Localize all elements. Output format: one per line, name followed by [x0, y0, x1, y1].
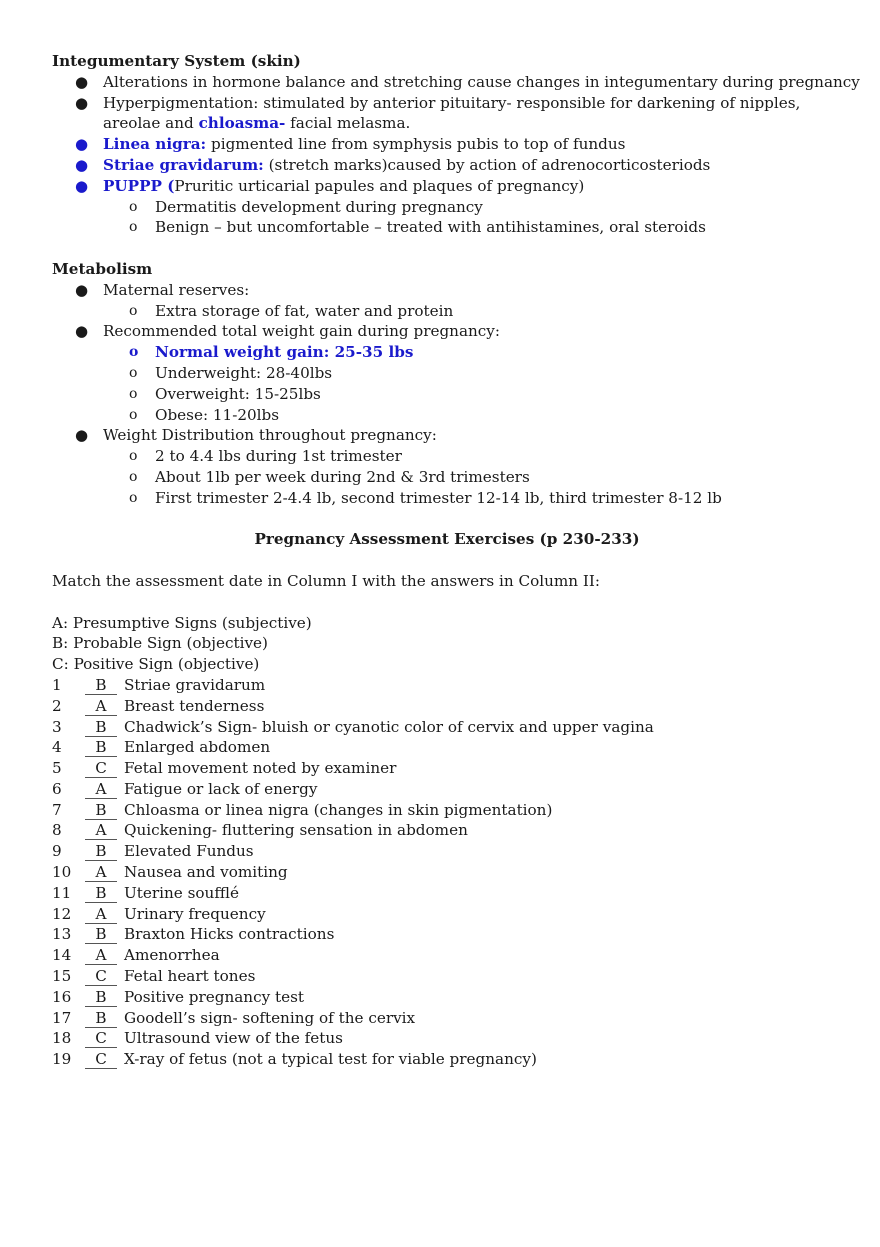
bullet-text: Weight Distribution throughout pregnancy: [103, 426, 437, 445]
row-text: Breast tenderness [124, 696, 265, 715]
row-text: Uterine soufflé [124, 883, 239, 902]
row-number: 9 [52, 842, 62, 861]
match-row [52, 883, 842, 904]
match-row [52, 1008, 842, 1029]
row-number: 19 [52, 1050, 72, 1069]
striae-term: Striae gravidarum: [103, 155, 264, 174]
sub-bullet-icon: o [129, 344, 139, 361]
row-number: 17 [52, 1008, 72, 1027]
sub-bullet-icon: o [129, 468, 138, 485]
match-row [52, 800, 842, 821]
metabolism-sub [52, 384, 842, 405]
metabolism-sub [52, 405, 842, 426]
answer-blank[interactable]: C [85, 758, 117, 778]
row-text: Enlarged abdomen [124, 738, 271, 757]
sub-bullet-text: Extra storage of fat, water and protein [155, 301, 454, 320]
integumentary-bullet-5 [52, 176, 842, 197]
bullet-text: Recommended total weight gain during pregnancy: [103, 322, 500, 341]
match-row [52, 696, 842, 717]
row-number: 2 [52, 696, 62, 715]
sub-bullet-text: Benign – but uncomfortable – treated with antihistamines, oral steroids [155, 218, 706, 237]
key-b: B: Probable Sign (objective) [52, 634, 268, 653]
row-number: 3 [52, 717, 62, 736]
row-text: Elevated Fundus [124, 842, 254, 861]
row-text: Amenorrhea [124, 946, 220, 965]
match-row [52, 924, 842, 945]
row-text: Urinary frequency [124, 904, 266, 923]
match-row [52, 841, 842, 862]
document-page [52, 51, 860, 1070]
sub-bullet-icon: o [129, 489, 138, 506]
metabolism-sub [52, 488, 842, 509]
bullet-icon: ● [75, 322, 89, 341]
metabolism-heading: Metabolism [52, 259, 153, 278]
match-row [52, 758, 842, 779]
answer-blank[interactable]: B [85, 717, 117, 737]
answer-blank[interactable]: B [85, 675, 117, 695]
row-number: 18 [52, 1029, 72, 1048]
match-row [52, 1028, 842, 1049]
sub-bullet-icon: o [129, 302, 138, 319]
bullet-icon: ● [75, 280, 89, 299]
answer-blank[interactable]: A [85, 904, 117, 924]
normal-weight-gain: Normal weight gain: 25-35 lbs [155, 343, 414, 362]
sub-bullet-text: Underweight: 28-40lbs [155, 363, 333, 382]
row-number: 7 [52, 800, 62, 819]
bullet-text: pigmented line from symphysis pubis to top of fundus [206, 135, 626, 154]
metabolism-sub [52, 467, 842, 488]
chloasma-term: chloasma- [198, 114, 286, 133]
answer-blank[interactable]: A [85, 945, 117, 965]
integumentary-bullet-4 [52, 155, 842, 176]
bullet-icon: ● [75, 155, 89, 174]
row-text: Fatigue or lack of energy [124, 779, 318, 798]
bullet-text: Hyperpigmentation: stimulated by anterior pituitary- responsible for darkening of nipples, [103, 93, 801, 112]
row-text: Quickening- fluttering sensation in abdomen [124, 821, 468, 840]
key-a: A: Presumptive Signs (subjective) [52, 613, 312, 632]
row-text: X-ray of fetus (not a typical test for viable pregnancy) [124, 1050, 537, 1069]
integumentary-sub-1 [52, 197, 842, 218]
row-number: 16 [52, 987, 72, 1006]
puppp-term: PUPPP ( [103, 176, 175, 195]
answer-blank[interactable]: B [85, 924, 117, 944]
bullet-icon: ● [75, 426, 89, 445]
match-row [52, 820, 842, 841]
sub-bullet-text: First trimester 2-4.4 lb, second trimester 12-14 lb, third trimester 8-12 lb [155, 488, 722, 507]
bullet-text: Alterations in hormone balance and stretching cause changes in integumentary during pregnancy [103, 72, 860, 91]
bullet-text: Pruritic urticarial papules and plaques of pregnancy) [174, 176, 585, 195]
match-row [52, 966, 842, 987]
match-row [52, 737, 842, 758]
row-number: 1 [52, 675, 62, 694]
match-row [52, 675, 842, 696]
bullet-icon: ● [75, 72, 89, 91]
row-text: Chloasma or linea nigra (changes in skin pigmentation) [124, 800, 553, 819]
sub-bullet-text: 2 to 4.4 lbs during 1st trimester [155, 447, 402, 466]
bullet-icon: ● [75, 135, 89, 154]
row-number: 15 [52, 967, 72, 986]
metabolism-sub [52, 446, 842, 467]
row-number: 12 [52, 904, 72, 923]
integumentary-bullet-3 [52, 134, 842, 155]
row-number: 13 [52, 925, 72, 944]
answer-blank[interactable]: C [85, 1049, 117, 1069]
sub-bullet-text: Overweight: 15-25lbs [155, 384, 321, 403]
match-row [52, 904, 842, 925]
match-row [52, 987, 842, 1008]
match-row [52, 1049, 842, 1070]
linea-nigra-term: Linea nigra: [103, 135, 207, 154]
row-text: Ultrasound view of the fetus [124, 1029, 343, 1048]
row-number: 8 [52, 821, 62, 840]
answer-blank[interactable]: A [85, 862, 117, 882]
row-text: Fetal heart tones [124, 967, 256, 986]
row-number: 11 [52, 883, 72, 902]
metabolism-sub [52, 342, 842, 363]
answer-blank[interactable]: B [85, 800, 117, 820]
row-number: 5 [52, 759, 62, 778]
sub-bullet-text: Obese: 11-20lbs [155, 405, 280, 424]
metabolism-bullet-2 [52, 321, 842, 342]
row-text: Braxton Hicks contractions [124, 925, 335, 944]
row-text: Positive pregnancy test [124, 987, 304, 1006]
answer-blank[interactable]: B [85, 737, 117, 757]
match-row [52, 717, 842, 738]
answer-blank[interactable]: B [85, 987, 117, 1007]
answer-blank[interactable]: C [85, 1028, 117, 1048]
sub-bullet-icon: o [129, 198, 138, 215]
row-text: Nausea and vomiting [124, 863, 288, 882]
bullet-text: areolae and [103, 114, 199, 133]
metabolism-bullet-1 [52, 280, 842, 301]
match-list [52, 675, 842, 1070]
sub-bullet-icon: o [129, 364, 138, 381]
match-row [52, 945, 842, 966]
row-number: 10 [52, 863, 72, 882]
row-text: Fetal movement noted by examiner [124, 759, 397, 778]
sub-bullet-text: Dermatitis development during pregnancy [155, 197, 483, 216]
sub-bullet-icon: o [129, 406, 138, 423]
row-text: Chadwick’s Sign- bluish or cyanotic color of cervix and upper vagina [124, 717, 654, 736]
metabolism-sub [52, 301, 842, 322]
bullet-icon: ● [75, 93, 89, 112]
integumentary-bullet-1 [52, 72, 860, 93]
match-row [52, 779, 842, 800]
row-text: Striae gravidarum [124, 675, 266, 694]
answer-blank[interactable]: C [85, 966, 117, 986]
sub-bullet-text: About 1lb per week during 2nd & 3rd trimesters [155, 467, 530, 486]
sub-bullet-icon: o [129, 385, 138, 402]
answer-blank[interactable]: A [85, 820, 117, 840]
match-row [52, 862, 842, 883]
integumentary-heading: Integumentary System (skin) [52, 52, 301, 70]
answer-blank[interactable]: A [85, 696, 117, 716]
integumentary-bullet-2 [52, 93, 842, 114]
bullet-text: (stretch marks)caused by action of adrenocorticosteriods [263, 155, 711, 174]
row-number: 4 [52, 738, 62, 757]
row-number: 14 [52, 946, 72, 965]
integumentary-sub-2 [52, 217, 842, 238]
sub-bullet-icon: o [129, 219, 138, 236]
bullet-text: facial melasma. [285, 114, 411, 133]
integumentary-bullet-2-continued [52, 113, 842, 134]
metabolism-sub [52, 363, 842, 384]
exercise-instruction: Match the assessment date in Column I with the answers in Column II: [52, 571, 601, 590]
answer-blank[interactable]: B [85, 1008, 117, 1028]
bullet-text: Maternal reserves: [103, 280, 250, 299]
row-text: Goodell’s sign- softening of the cervix [124, 1008, 416, 1027]
answer-blank[interactable]: A [85, 779, 117, 799]
answer-blank[interactable]: B [85, 841, 117, 861]
sub-bullet-icon: o [129, 448, 138, 465]
bullet-icon: ● [75, 176, 89, 195]
exercise-title: Pregnancy Assessment Exercises (p 230-233) [254, 530, 640, 549]
row-number: 6 [52, 779, 62, 798]
metabolism-bullet-3 [52, 425, 842, 446]
answer-blank[interactable]: B [85, 883, 117, 903]
key-c: C: Positive Sign (objective) [52, 655, 260, 674]
